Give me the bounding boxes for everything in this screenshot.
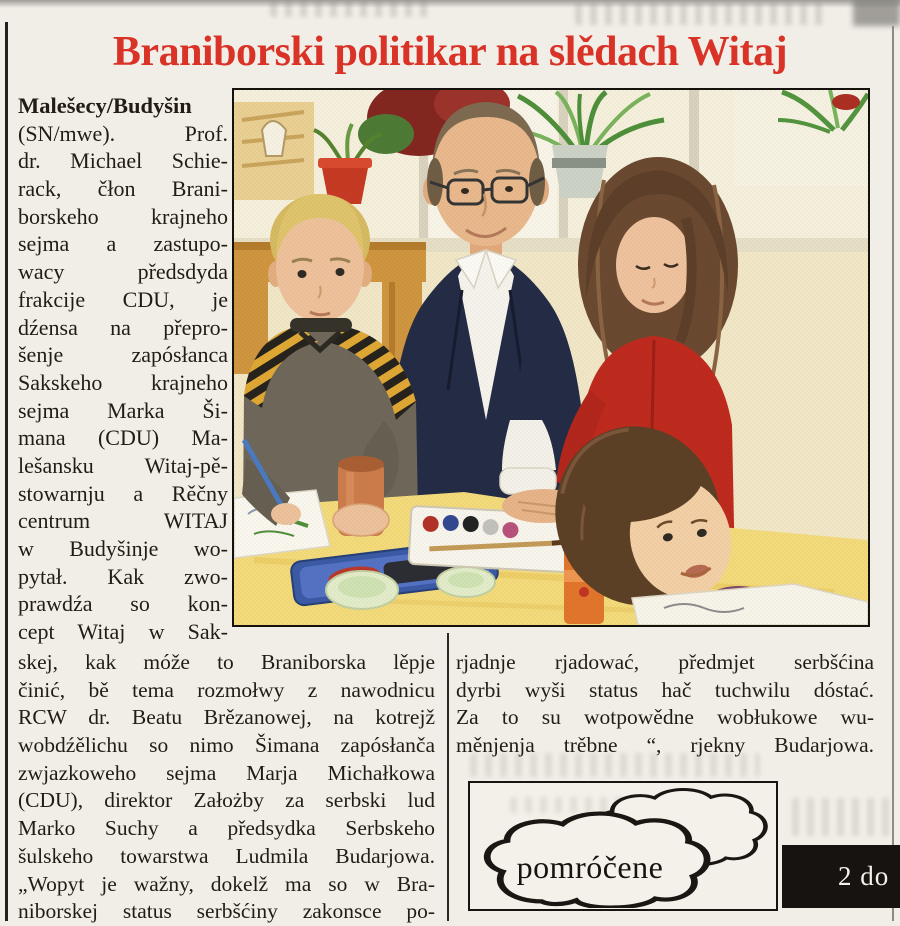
left-column <box>18 649 435 926</box>
text-line: centrum WITAJ <box>18 508 228 534</box>
column-divider <box>447 633 449 921</box>
text-line: zwjazkoweho sejma Marja Michałkowa <box>18 760 435 785</box>
bleed-through-artifact <box>792 798 892 836</box>
text-line: cept Witaj w Sak- <box>18 619 228 645</box>
article-photo <box>232 88 870 627</box>
text-line: stowarnju a Rěčny <box>18 480 228 506</box>
text-line: skej, kak móže to Braniborska lěpje <box>18 650 435 674</box>
text-line: Marko Suchy a předsydka Serbskeho <box>18 816 435 841</box>
text-line: wobdźělichu so nimo Šimana zapósłanča <box>18 733 435 758</box>
text-line: (SN/mwe). Prof. <box>18 120 228 146</box>
text-line: sejma Marka Ši- <box>18 397 228 423</box>
text-line: měnjenja trěbne “, rjekny Budarjowa. <box>456 733 874 758</box>
text-line: Sakskeho krajneho <box>18 369 228 395</box>
text-line: w Budyšinje wo- <box>18 536 228 561</box>
text-line: šenje zapósłanca <box>18 342 228 368</box>
text-line: pytał. Kak zwo- <box>18 563 228 589</box>
text-line: rack, čłon Brani- <box>18 176 228 202</box>
text-line: sejma a zastupo- <box>18 231 228 257</box>
text-line: borskeho krajneho <box>18 203 228 229</box>
text-line: rjadnje rjadować, předmjet serbšćina <box>456 650 874 674</box>
text-line: mana (CDU) Ma- <box>18 425 228 451</box>
text-line: frakcije CDU, je <box>18 286 228 312</box>
text-line: wacy předsdyda <box>18 259 228 285</box>
page-rule-right <box>892 26 894 921</box>
text-line: dźensa na přepro- <box>18 314 228 340</box>
halftone-overlay <box>234 90 868 625</box>
text-line: lešansku Witaj-pě- <box>18 452 228 478</box>
intro-column <box>18 92 228 646</box>
text-line: prawdźa so kon- <box>18 591 228 617</box>
text-line: Malešecy/Budyšin <box>18 93 192 118</box>
text-line: dr. Michael Schie- <box>18 148 228 174</box>
bleed-through-artifact <box>270 1 435 17</box>
article-headline: Braniborski politikar na slědach Witaj <box>112 29 788 75</box>
text-line: dyrbi wyši status hač tuchwilu dóstać. <box>456 677 874 702</box>
text-line: šulskeho towarstwa Ludmila Budarjowa. <box>18 843 435 868</box>
weather-box <box>468 781 778 911</box>
column-rule-left <box>5 22 8 921</box>
text-line: činić, bě tema rozmołwy z nawodnicu <box>18 677 435 702</box>
weather-label: pomróčene <box>516 849 664 885</box>
right-column <box>456 649 874 760</box>
text-line: (CDU), direktor Założby za serbski lud <box>18 788 435 813</box>
text-line: „Wopyt je wažny, dokelž ma so w Bra- <box>18 871 435 896</box>
text-line: niborskej status serbšćiny zakonsce po- <box>18 899 435 924</box>
page-number-text: 2 do <box>838 861 890 891</box>
page-number-badge <box>782 845 900 908</box>
text-line: RCW dr. Beatu Brězanowej, na kotrejž <box>18 705 435 730</box>
clouds-icon <box>470 783 775 908</box>
photo-illustration <box>234 90 868 625</box>
text-line: Za to su wotpowědne wobłukowe wu- <box>456 705 874 730</box>
